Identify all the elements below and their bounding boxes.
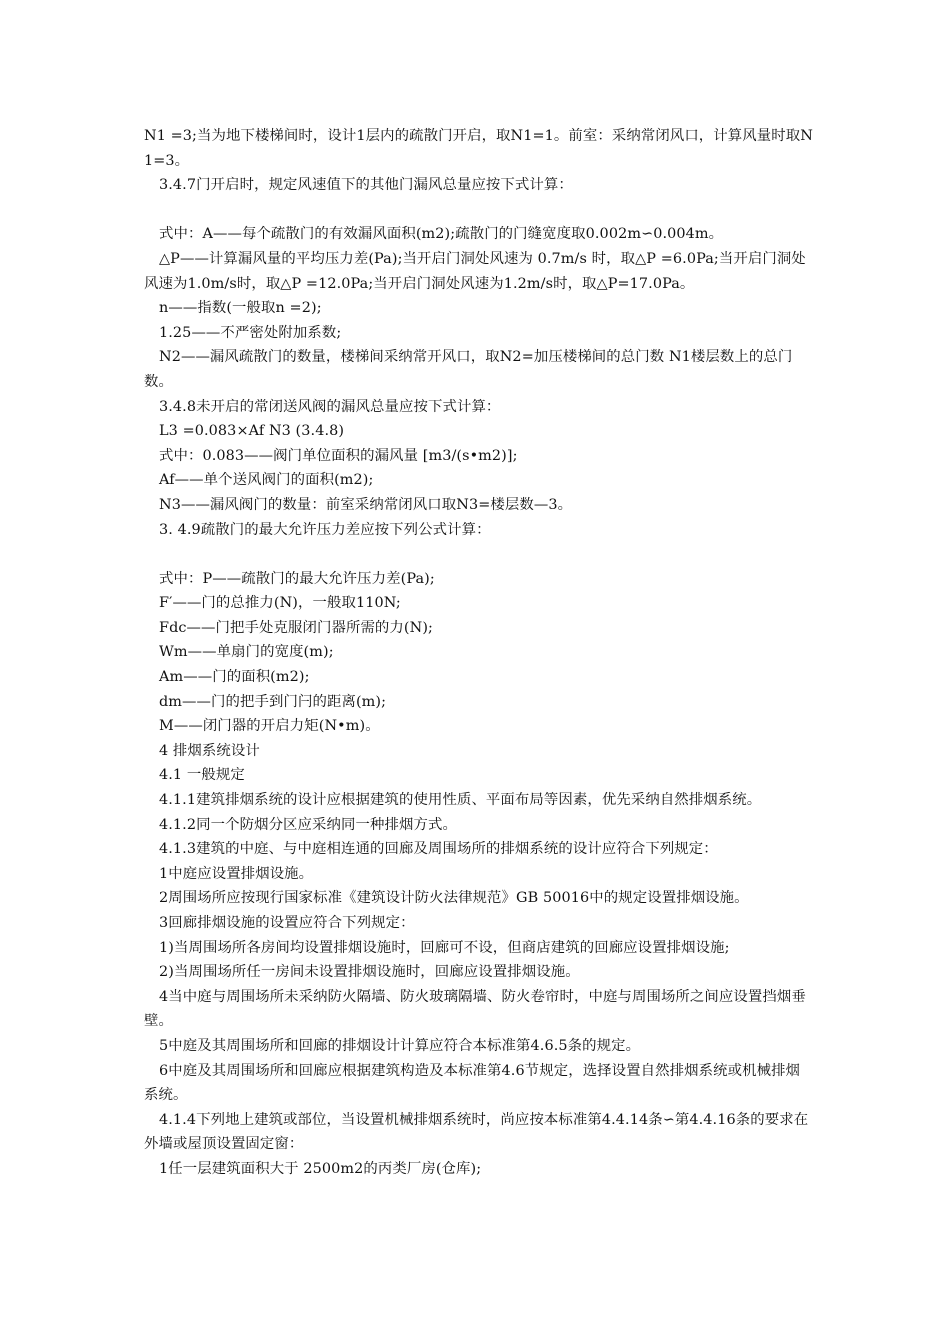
paragraph: 3回廊排烟设施的设置应符合下列规定： (159, 915, 415, 931)
paragraph: 3.4.7门开启时，规定风速值下的其他门漏风总量应按下式计算： (159, 177, 573, 194)
paragraph: 4.1.1建筑排烟系统的设计应根据建筑的使用性质、平面布局等因素，优先采纳自然排烟系统。 (159, 792, 762, 809)
paragraph: 4.1.2同一个防烟分区应采纳同一种排烟方式。 (159, 816, 457, 833)
paragraph: 6中庭及其周围场所和回廊应根据建筑构造及本标准第4.6节规定，选择设置自然排烟系统或机械排烟系统。 (144, 1062, 801, 1104)
paragraph: 3. 4.9疏散门的最大允许压力差应按下列公式计算： (159, 521, 491, 538)
paragraph: dm——门的把手到门闩的距离(m); (159, 693, 387, 710)
paragraph: 4.1 一般规定 (159, 767, 245, 784)
paragraph: Fdc——门把手处克服闭门器所需的力(N); (159, 619, 433, 636)
formula-placeholder-gap (144, 542, 814, 567)
document-body (144, 124, 814, 1182)
paragraph: 1中庭应设置排烟设施。 (159, 865, 314, 882)
paragraph: Wm——单扇门的宽度(m); (159, 644, 334, 661)
paragraph: 2周围场所应按现行国家标准《建筑设计防火法律规范》GB 50016中的规定设置排烟设施。 (159, 890, 749, 907)
paragraph: 1)当周围场所各房间均设置排烟设施时，回廊可不设，但商店建筑的回廊应设置排烟设施; (159, 939, 730, 956)
paragraph: 4.1.4下列地上建筑或部位，当设置机械排烟系统时，尚应按本标准第4.4.14条∽第4.4.16条的要求在外墙或屋顶设置固定窗： (144, 1111, 809, 1153)
paragraph: L3 =0.083×Af N3 (3.4.8) (159, 423, 345, 440)
paragraph: M——闭门器的开启力矩(N•m)。 (159, 718, 380, 735)
paragraph: 1.25——不严密处附加系数; (159, 324, 342, 341)
paragraph: 4当中庭与周围场所未采纳防火隔墙、防火玻璃隔墙、防火卷帘时，中庭与周围场所之间应设置挡烟垂壁。 (144, 988, 806, 1030)
paragraph: N3——漏风阀门的数量：前室采纳常闭风口取N3=楼层数—3。 (159, 496, 573, 513)
paragraph: N2——漏风疏散门的数量，楼梯间采纳常开风口，取N2=加压楼梯间的总门数 N1楼层数上的总门数。 (144, 349, 793, 390)
paragraph: Af——单个送风阀门的面积(m2); (159, 472, 374, 489)
paragraph: 4.1.3建筑的中庭、与中庭相连通的回廊及周围场所的排烟系统的设计应符合下列规定： (159, 841, 718, 858)
paragraph: Am——门的面积(m2); (159, 669, 310, 686)
paragraph: n——指数(一般取n =2); (159, 300, 322, 317)
paragraph: F′——门的总推力(N)，一般取110N; (159, 595, 401, 612)
paragraph: 式中：0.083——阀门单位面积的漏风量 [m3/(s•m2)]; (159, 447, 518, 464)
paragraph: 式中：A——每个疏散门的有效漏风面积(m2);疏散门的门缝宽度取0.002m∽0.004m。 (159, 226, 724, 243)
paragraph: 1任一层建筑面积大于 2500m2的丙类厂房(仓库); (159, 1160, 482, 1177)
formula-placeholder-gap (144, 198, 814, 223)
paragraph: N1 =3;当为地下楼梯间时，设计1层内的疏散门开启，取N1=1。前室：采纳常闭风口，计算风量时取N1=3。 (144, 128, 813, 169)
paragraph: 2)当周围场所任一房间未设置排烟设施时，回廊应设置排烟设施。 (159, 964, 580, 981)
paragraph: △P——计算漏风量的平均压力差(Pa);当开启门洞处风速为 0.7m/s 时，取△P =6.0Pa;当开启门洞处风速为1.0m/s时，取△P =12.0Pa;当开启门洞处风速为1.2m/s时，取△P=17.0Pa。 (144, 250, 806, 292)
paragraph: 式中：P——疏散门的最大允许压力差(Pa); (159, 570, 435, 587)
paragraph: 3.4.8未开启的常闭送风阀的漏风总量应按下式计算： (159, 398, 501, 415)
paragraph: 5中庭及其周围场所和回廊的排烟设计计算应符合本标准第4.6.5条的规定。 (159, 1037, 641, 1054)
paragraph: 4 排烟系统设计 (159, 742, 260, 759)
